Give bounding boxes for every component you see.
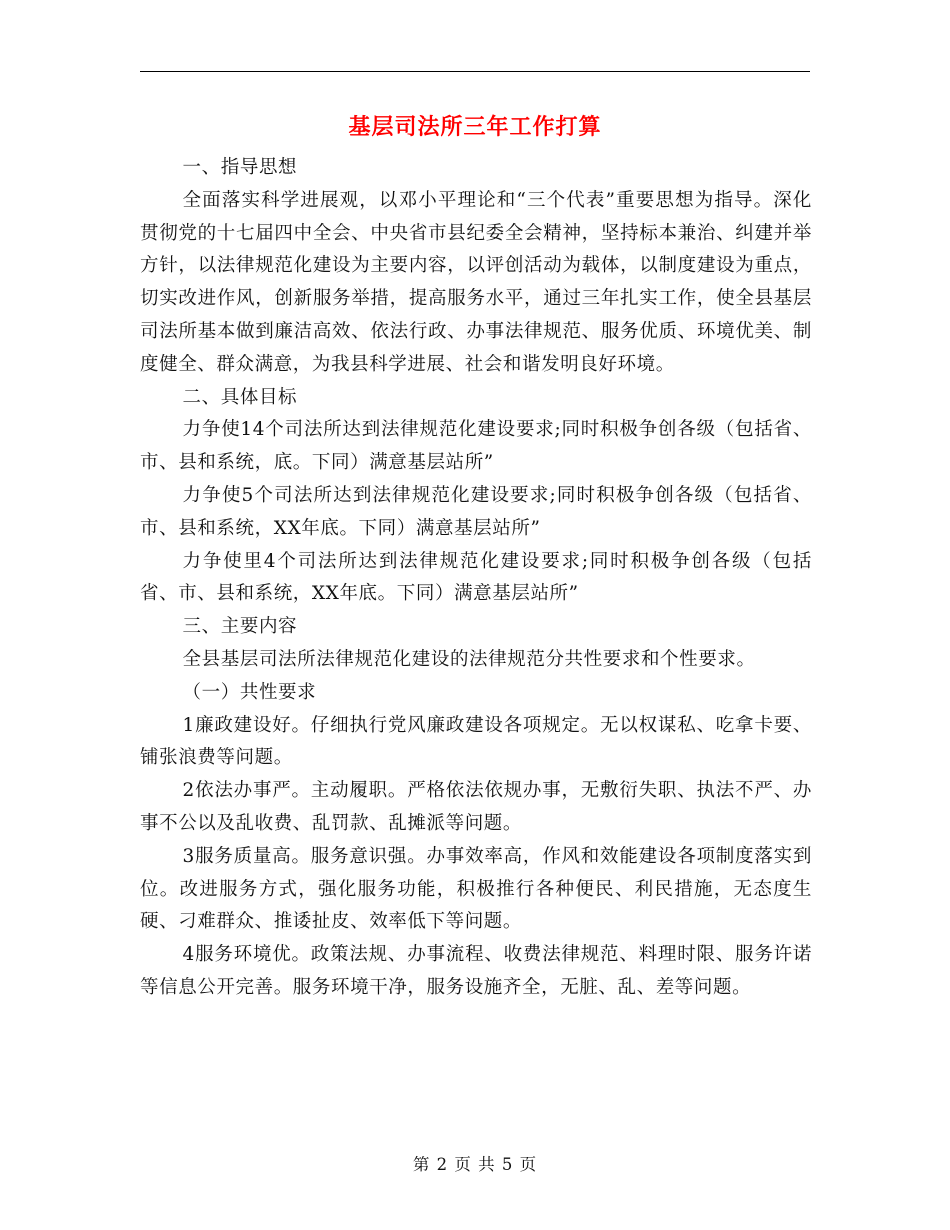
paragraph-guiding-ideology: 全面落实科学进展观，以邓小平理论和“三个代表”重要思想为指导。深化贯彻党的十七届四中全会、中央省市县纪委全会精神，坚持标本兼治、纠建并举方针，以法律规范化建设为主要内容，以评创活动为载体，以制度建设为重点，切实改进作风，创新服务举措，提高服务水平，通过三年扎实工作，使全县基层司法所基本做到廉洁高效、依法行政、办事法律规范、服务优质、环境优美、制度健全、群众满意，为我县科学进展、社会和谐发明良好环境。 [140, 189, 812, 375]
section-heading-main-content: 三、主要内容 [182, 616, 298, 638]
document-title: 基层司法所三年工作打算 [348, 114, 602, 140]
paragraph-main-content-intro: 全县基层司法所法律规范化建设的法律规范分共性要求和个性要求。 [182, 648, 756, 670]
paragraph-requirement-4: 4服务环境优。政策法规、办事流程、收费法律规范、料理时限、服务许诺等信息公开完善。服务环境干净，服务设施齐全，无脏、乱、差等问题。 [140, 944, 812, 998]
header-rule [140, 71, 810, 72]
paragraph-goal-1: 力争使14个司法所达到法律规范化建设要求;同时积极争创各级（包括省、市、县和系统，底。下同）满意基层站所” [140, 419, 812, 474]
paragraph-requirement-3: 3服务质量高。服务意识强。办事效率高，作风和效能建设各项制度落实到位。改进服务方式，强化服务功能，积极推行各种便民、利民措施，无态度生硬、刁难群众、推诿扯皮、效率低下等问题。 [140, 845, 812, 933]
document-body [140, 152, 812, 1005]
subsection-heading-common-requirements: （一）共性要求 [182, 681, 317, 703]
paragraph-requirement-1: 1廉政建设好。仔细执行党风廉政建设各项规定。无以权谋私、吃拿卡要、铺张浪费等问题。 [140, 714, 812, 769]
paragraph-goal-3: 力争使里4个司法所达到法律规范化建设要求;同时积极争创各级（包括省、市、县和系统，XX年底。下同）满意基层站所” [140, 550, 812, 605]
page-number: 第 2 页 共 5 页 [412, 1155, 538, 1174]
paragraph-goal-2: 力争使5个司法所达到法律规范化建设要求;同时积极争创各级（包括省、市、县和系统，XX年底。下同）满意基层站所” [140, 484, 812, 539]
paragraph-requirement-2: 2依法办事严。主动履职。严格依法依规办事，无敷衍失职、执法不严、办事不公以及乱收费、乱罚款、乱摊派等问题。 [140, 780, 812, 834]
section-heading-guiding-ideology: 一、指导思想 [182, 157, 298, 178]
section-heading-specific-goals: 二、具体目标 [182, 386, 298, 408]
